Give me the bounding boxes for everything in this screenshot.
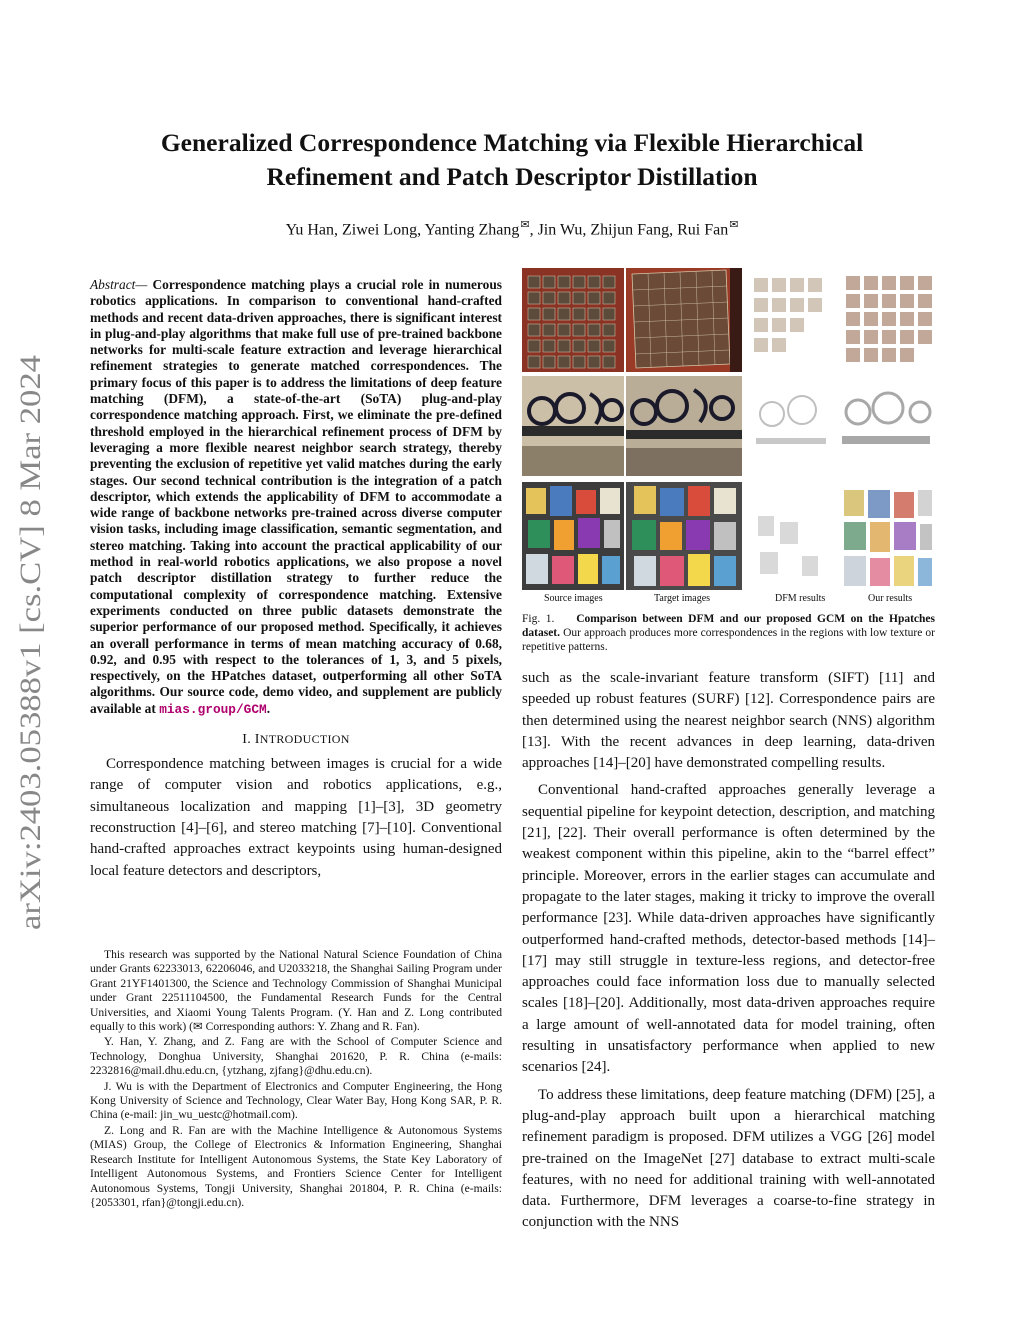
caption-label: Fig. 1. [522, 613, 555, 625]
dfm-result-1 [750, 272, 832, 372]
our-result-3 [838, 486, 935, 590]
right-paragraph-3: To address these limitations, deep feature matching (DFM) [25], a plug-and-play approach built upon a hierarchical matching refinement paradigm is proposed. DFM utilizes a VGG [26] model pre-trained on the ImageNet [27] database to extract multi-scale features, with no need for additional training with well-annotated data. Furthermore, DFM leverages a coarse-to-fine strategy in conjunction with the NNS [522, 1086, 935, 1231]
dfm-result-3 [750, 486, 832, 590]
figure-caption [522, 612, 935, 654]
title-line-2: Refinement and Patch Descriptor Distillation [266, 162, 758, 191]
arxiv-stamp [2, 350, 54, 950]
target-image-1 [626, 268, 742, 372]
footnote-affil-1: Y. Han, Y. Zhang, and Z. Fang are with the School of Computer Science and Technology, Donghua University, Shanghai 201620, P. R. China (e-mails: 2232816@mail.dhu.edu.cn, {ytzhang, zjfang}@dhu.edu.cn). [90, 1035, 502, 1078]
dfm-result-3-art [750, 486, 832, 590]
paper-title [100, 126, 924, 194]
our-result-3-art [838, 486, 935, 590]
source-image-2 [522, 376, 624, 476]
source-image-1-art [522, 268, 624, 372]
target-image-3-art [626, 482, 742, 590]
abstract-text: Correspondence matching plays a crucial role in numerous robotics applications. In comparison to conventional hand-crafted methods and recent data-driven approaches, there is significant interest in plug-and-play algorithms that make full use of pre-trained backbone networks for multi-scale feature extraction and leverage hierarchical refinement strategies to generate matched correspondences. The primary focus of this paper is to address the limitations of deep feature matching (DFM), a state-of-the-art (SoTA) plug-and-play correspondence matching approach. First, we eliminate the pre-defined threshold employed in the hierarchical refinement process of DFM by leveraging a more flexible nearest neighbor search strategy, thereby preventing the exclusion of repetitive yet valid matches during the early stages. Our second technical contribution is the integration of a patch descriptor, which extends the applicability of DFM to accommodate a wide range of backbone networks pre-trained across diverse computer vision tasks, including image classification, semantic segmentation, and stereo matching. Taking into account the practical applicability of our method in real-world robotics applications, we also propose a novel patch descriptor distillation strategy to further reduce the computational complexity of correspondence matching. Extensive experiments conducted on three public datasets demonstrate the superior performance of our proposed method. Specifically, it achieves an overall performance in terms of mean matching accuracy of 0.68, 0.92, and 0.95 with respect to the tolerances of 1, 3, and 5 pixels, respectively, on the HPatches dataset, outperforming all other SoTA algorithms. Our source code, demo video, and supplement are publicly available at [90, 277, 502, 716]
dfm-result-2-art [750, 380, 832, 476]
our-result-2-art [838, 380, 935, 476]
abstract-label: Abstract— [90, 277, 148, 292]
label-our-results: Our results [868, 593, 913, 604]
target-image-3 [626, 482, 742, 590]
authors-tail: , Jin Wu, Zhijun Fang, Rui Fan [529, 221, 729, 239]
label-dfm-results: DFM results [775, 593, 826, 604]
authors-head: Yu Han, Ziwei Long, Yanting Zhang [285, 221, 520, 239]
caption-rest: Our approach produces more correspondences in the regions with low texture or repetitive patterns. [522, 627, 935, 653]
our-result-1 [838, 272, 935, 376]
right-paragraph-1: such as the scale-invariant feature transform (SIFT) [11] and speeded up robust features (SURF) [12]. Correspondence pairs are then determined using the nearest neighbor search (NNS) algorithm [13]. With the recent advances in deep learning, data-driven approaches [14]–[20] have demonstrated compelling results. [522, 670, 935, 772]
intro-paragraph-1: Correspondence matching between images is crucial for a wide range of computer vision and robotics applications, e.g., simultaneous localization and mapping [1]–[3], 3D geometry reconstruction [4]–[6], and stereo matching [7]–[10]. Conventional hand-crafted approaches extract keypoints using human-designed local feature detectors and descriptors, [90, 756, 502, 879]
dfm-result-2 [750, 380, 832, 476]
source-image-3 [522, 482, 624, 590]
section-number: I. I [242, 732, 260, 748]
source-image-2-art [522, 376, 624, 476]
figure-1 [522, 268, 935, 604]
footnotes [90, 948, 502, 1211]
label-target-images: Target images [654, 593, 711, 604]
footnote-affil-3: Z. Long and R. Fan are with the Machine Intelligence & Autonomous Systems (MIAS) Group, the College of Electronics & Information Engineering, Shanghai Research Institute for Intelligent Autonomous Systems, the State Key Laboratory of Intelligent Autonomous Systems, and Frontiers Science Center for Intelligent Autonomous Systems, Tongji University, Shanghai 201804, P. R. China (e-mails: {2053301, rfan}@tongji.edu.cn). [90, 1123, 502, 1209]
abstract [90, 277, 502, 718]
abstract-end: . [266, 700, 271, 716]
author-list [100, 218, 924, 239]
figure-column-labels [522, 593, 935, 607]
envelope-icon: ✉ [729, 219, 739, 231]
right-column [522, 668, 935, 1234]
left-column [90, 277, 502, 882]
label-source-images: Source images [544, 593, 603, 604]
arxiv-stamp-svg [2, 350, 54, 950]
source-image-1 [522, 268, 624, 372]
section-heading [90, 732, 502, 748]
project-link[interactable]: mias.group/GCM [159, 701, 267, 717]
footnote-affil-2: J. Wu is with the Department of Electronics and Computer Engineering, the Hong Kong University of Science and Technology, Clear Water Bay, Hong Kong SAR, P. R. China (e-mail: jin_wu_uestc@hotmail.com). [90, 1079, 502, 1122]
footnote-funding: This research was supported by the National Natural Science Foundation of China under Grants 62233013, 62206046, and U2033218, the Shanghai Sailing Program under Grant 21YF1401300, the Science and Technology Commission of Shanghai Municipal under Grant 22511104500, the Fundamental Research Funds for the Central Universities, and Xiaomi Young Talents Program. (Y. Han and Z. Long contributed equally to this work) (✉ Corresponding authors: Y. Zhang and R. Fan). [90, 948, 502, 1034]
target-image-2-art [626, 376, 742, 476]
title-line-1: Generalized Correspondence Matching via Flexible Hierarchical [160, 128, 864, 157]
caption-bold: Comparison between DFM and our proposed GCM on the Hpatches dataset. [522, 613, 936, 639]
dfm-result-1-art [750, 272, 832, 372]
right-paragraph-2: Conventional hand-crafted approaches generally leverage a sequential pipeline for keypoint detection, description, and matching [21], [22]. Their overall performance is often determined by the weakest component within this pipeline, akin to the “barrel effect” principle. Moreover, errors in the earlier stages can accumulate and propagate to the later stages, making it tricky to improve the overall performance [23]. While data-driven approaches have significantly outperformed hand-crafted methods, detector-based methods [14]–[17] may still struggle in texture-less regions, and detector-free approaches could face information loss due to manually selected scales [18]–[20]. Additionally, most data-driven approaches require a large amount of well-annotated data for model training, often resulting in unsatisfactory performance when applied to new scenarios [24]. [522, 782, 935, 1076]
our-result-1-art [838, 272, 935, 376]
target-image-1-art [626, 268, 742, 372]
envelope-icon: ✉ [520, 219, 530, 231]
section-name: NTRODUCTION [259, 732, 350, 747]
arxiv-id: arXiv:2403.05388v1 [cs.CV] 8 Mar 2024 [14, 431, 47, 930]
source-image-3-art [522, 482, 624, 590]
our-result-2 [838, 380, 935, 476]
target-image-2 [626, 376, 742, 476]
